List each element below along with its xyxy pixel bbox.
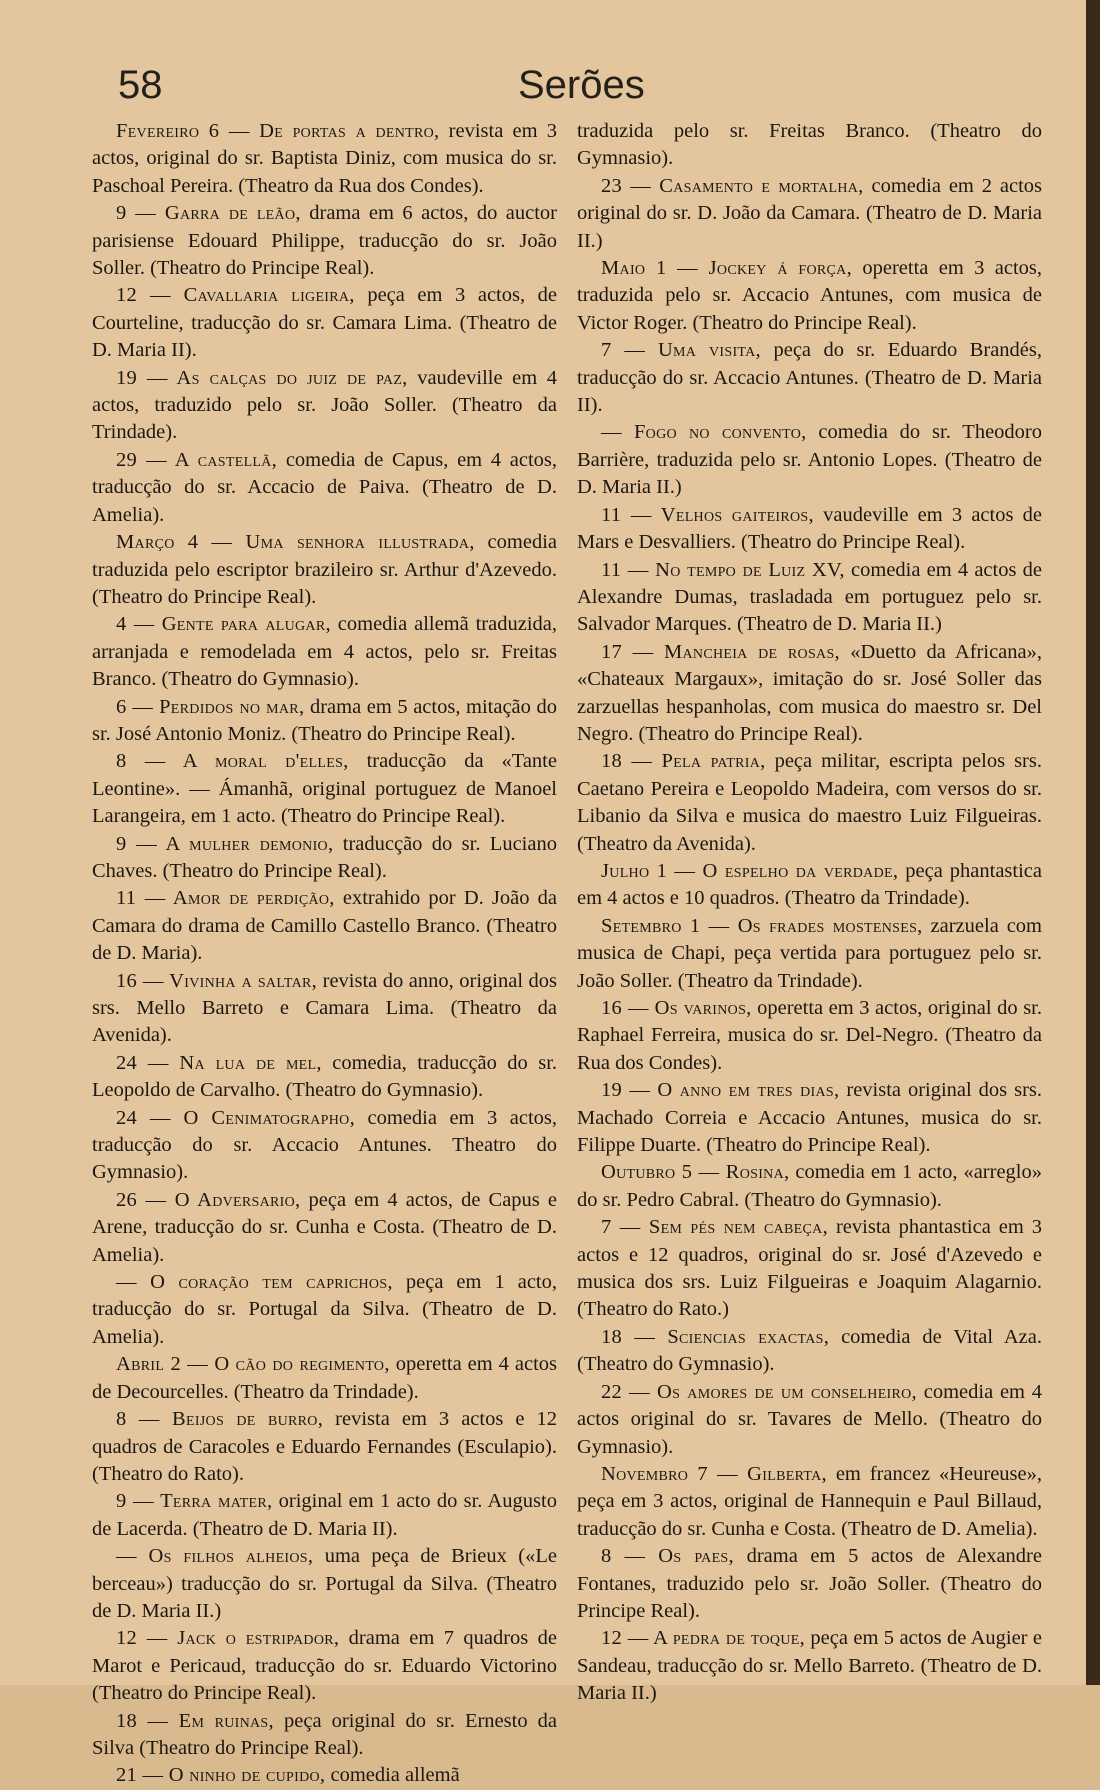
entry-text: comedia allemã traduzida, arranjada e remodelada em 4 actos, pelo sr. Freitas Branco. (Theatro do Gymnasio). (92, 613, 557, 691)
listing-entry (577, 502, 1042, 557)
entry-title: A mulher demonio, (165, 832, 334, 855)
entry-title: No tempo de Luiz XV, (655, 558, 845, 581)
listing-entry (577, 858, 1042, 913)
entry-title: Os amores de um conselheiro, (657, 1380, 917, 1403)
entry-text: peça do sr. Eduardo Brandés, traducção do sr. Accacio Antunes. (Theatro de D. Maria II). (577, 339, 1043, 417)
entry-lead: 18 — (601, 750, 662, 773)
entry-lead: Novembro 7 — (601, 1462, 748, 1485)
entry-text: comedia em 4 actos de Alexandre Dumas, trasladada em portuguez pelo sr. Salvador Marques. (Theatro de D. Maria II.) (577, 558, 1042, 636)
entry-lead: 12 — (116, 1627, 178, 1650)
entry-lead: 24 — (116, 1106, 184, 1129)
entry-lead: Setembro 1 — (601, 914, 738, 937)
entry-text: extrahido por D. João da Camara do drama de Camillo Castello Branco. (Theatro de D. Maria). (92, 887, 557, 965)
listing-entry (577, 748, 1042, 858)
entry-title: A pedra de toque, (653, 1627, 806, 1650)
entry-text: drama em 5 actos, mitação do sr. José Antonio Moniz. (Theatro do Principe Real). (92, 695, 557, 745)
listing-entry (92, 1187, 557, 1269)
entry-title: Na lua de mel, (179, 1051, 322, 1074)
entry-title: Vivinha a saltar, (169, 969, 318, 992)
listing-entry (92, 118, 557, 200)
entry-lead: 18 — (116, 1709, 179, 1732)
entry-lead: 21 — (116, 1764, 169, 1787)
page-header (118, 60, 1038, 120)
entry-title: O coração tem caprichos, (150, 1271, 393, 1294)
entry-title: Perdidos no mar, (159, 695, 305, 718)
listing-entry (577, 913, 1042, 995)
entry-lead: 22 — (601, 1380, 658, 1403)
entry-title: Os varinos, (654, 997, 752, 1019)
entry-title: Gente para alugar, (161, 613, 331, 636)
entry-title: O anno em tres dias, (657, 1079, 840, 1102)
listing-entry (92, 885, 557, 967)
entry-text: revista do anno, original dos srs. Mello Barreto e Camara Lima. (Theatro da Avenida). (92, 969, 557, 1047)
entry-lead: 9 — (116, 832, 166, 855)
entry-lead: 26 — (116, 1188, 175, 1211)
listing-entry (577, 173, 1042, 255)
entry-text: operetta em 4 actos de Decourcelles. (Theatro da Trindade). (92, 1353, 558, 1403)
listing-entry (577, 1077, 1042, 1159)
entry-text: drama em 6 actos, do auctor parisiense Edouard Philippe, traducção do sr. João Soller. (Theatro do Principe Real). (92, 202, 557, 280)
entry-lead: 11 — (601, 503, 661, 526)
entry-lead: 11 — (116, 887, 173, 910)
entry-text: peça em 1 acto, traducção do sr. Portugal da Silva. (Theatro de D. Amelia). (92, 1271, 557, 1348)
entry-title: O espelho da verdade, (702, 859, 899, 882)
listing-entry (92, 831, 557, 886)
entry-text: vaudeville em 4 actos, traduzido pelo sr. João Soller. (Theatro da Trindade). (92, 366, 557, 444)
listing-entry (92, 694, 557, 749)
entry-lead: Abril 2 — (116, 1353, 215, 1376)
entry-lead: 16 — (601, 997, 655, 1019)
entry-title: Os frades mostenses, (737, 914, 923, 937)
entry-text: operetta em 3 actos, original do sr. Raphael Ferreira, musica do sr. Del-Negro. (Theatro da Rua dos Condes). (577, 997, 1042, 1074)
entry-text: comedia, traducção do sr. Leopoldo de Carvalho. (Theatro do Gymnasio). (92, 1051, 558, 1102)
listing-entry (92, 529, 557, 611)
entry-title: Beijos de burro, (172, 1408, 324, 1431)
entry-lead: 17 — (601, 640, 664, 663)
entry-text: peça em 4 actos, de Capus e Arene, traducção do sr. Cunha e Costa. (Theatro de D. Amelia). (92, 1188, 557, 1266)
entry-title: Sem pés nem cabeça, (648, 1216, 829, 1239)
running-title: Serões (518, 63, 645, 107)
entry-title: Amor de perdição, (172, 887, 335, 910)
listing-entry (577, 995, 1042, 1077)
entry-title: Uma visita, (657, 339, 761, 362)
entry-lead: 9 — (116, 1490, 161, 1513)
entry-title: Em ruinas, (178, 1709, 274, 1732)
listing-entry (92, 365, 557, 447)
listing-entry (92, 968, 557, 1050)
entry-text: traduzida pelo sr. Freitas Branco. (Theatro do Gymnasio). (577, 120, 1042, 170)
left-column (92, 118, 557, 1790)
entry-text: em francez «Heureuse», peça em 3 actos, original de Hannequin e Paul Billaud, traducção do sr. Cunha e Costa. (Theatro de D. Amelia). (577, 1462, 1042, 1540)
entry-lead: 23 — (601, 174, 660, 197)
entry-text: peça em 5 actos de Augier e Sandeau, traducção do sr. Mello Barreto. (Theatro de D. Maria II.) (577, 1627, 1042, 1705)
entry-title: Jockey á força, (708, 257, 852, 280)
entry-title: Terra mater, (160, 1490, 273, 1513)
listing-entry (92, 611, 557, 693)
listing-entry (92, 1050, 557, 1105)
entry-lead: — (116, 1271, 151, 1294)
entry-text: revista em 3 actos e 12 quadros de Caracoles e Eduardo Fernandes (Esculapio). (Theatro do Rato). (92, 1408, 557, 1485)
entry-title: Fogo no convento, (633, 421, 807, 444)
entry-text: comedia em 1 acto, «arreglo» do sr. Pedro Cabral. (Theatro do Gymnasio). (577, 1161, 1042, 1211)
listing-entry (92, 447, 557, 529)
page-edge-shadow (1086, 0, 1100, 1685)
entry-text: peça original do sr. Ernesto da Silva (Theatro do Principe Real). (92, 1709, 557, 1759)
entry-text: traducção da «Tante Leontine». — Ámanhã, original portuguez de Manoel Larangeira, em 1 acto. (Theatro do Principe Real). (92, 750, 557, 828)
entry-title: Os paes, (658, 1545, 734, 1568)
listing-entry (577, 1159, 1042, 1214)
entry-text: comedia de Capus, em 4 actos, traducção do sr. Accacio de Paiva. (Theatro de D. Amelia). (92, 448, 558, 526)
entry-lead: 24 — (116, 1051, 180, 1074)
entry-lead: Julho 1 — (601, 859, 703, 882)
entry-lead: 29 — (116, 448, 175, 471)
entry-lead: Março 4 — (116, 531, 246, 554)
entry-text: drama em 7 quadros de Marot e Pericaud, traducção do sr. Eduardo Victorino (Theatro do Principe Real). (92, 1627, 557, 1705)
listing-entry (577, 1625, 1042, 1707)
entry-lead: 6 — (116, 695, 160, 718)
entry-text: drama em 5 actos de Alexandre Fontanes, traduzido pelo sr. João Soller. (Theatro do Principe Real). (577, 1545, 1042, 1622)
entry-lead: 18 — (601, 1325, 668, 1348)
entry-text: comedia traduzida pelo escriptor brazileiro sr. Arthur d'Azevedo. (Theatro do Principe Real). (92, 531, 557, 608)
entry-lead: Maio 1 — (601, 257, 709, 280)
entry-text: comedia em 3 actos, traducção do sr. Accacio Antunes. Theatro do Gymnasio). (92, 1106, 557, 1184)
entry-title: O Adversario, (174, 1188, 301, 1211)
entry-lead: 9 — (116, 202, 165, 225)
listing-entry (577, 1543, 1042, 1625)
entry-title: Garra de leão, (164, 202, 301, 225)
entry-text: zarzuela com musica de Chapi, peça vertida para portuguez pelo sr. João Soller. (Theatro da Trindade). (577, 914, 1042, 992)
listing-entry (92, 1543, 557, 1625)
listing-entry (577, 1379, 1042, 1461)
entry-text: original em 1 acto do sr. Augusto de Lacerda. (Theatro de D. Maria II). (92, 1490, 557, 1540)
entry-text: revista phantastica em 3 actos e 12 quadros, original do sr. José d'Azevedo e musica dos srs. Luiz Filgueiras e Joaquim Alagarnio. (Theatro do Rato.) (577, 1216, 1043, 1321)
entry-title: As calças do juiz de paz, (176, 366, 408, 389)
entry-text: vaudeville em 3 actos de Mars e Desvalliers. (Theatro do Principe Real). (577, 503, 1042, 554)
entry-lead: 8 — (601, 1545, 659, 1568)
entry-title: Rosina, (725, 1161, 790, 1184)
entry-title: Uma senhora illustrada, (245, 531, 475, 554)
entry-text: traducção do sr. Luciano Chaves. (Theatro do Principe Real). (92, 832, 557, 882)
entry-text: comedia em 4 actos original do sr. Tavares de Mello. (Theatro do Gymnasio). (577, 1380, 1043, 1458)
entry-title: De portas a dentro, (259, 120, 440, 142)
entry-text: revista original dos srs. Machado Correia e Accacio Antunes, musica do sr. Filippe Duarte. (Theatro do Principe Real). (577, 1079, 1042, 1157)
listing-entry (92, 200, 557, 282)
entry-title: A moral d'elles, (182, 750, 349, 773)
entry-lead: 8 — (116, 750, 183, 773)
listing-entry (92, 1762, 557, 1789)
listing-entry (577, 419, 1042, 501)
listing-entry (577, 1324, 1042, 1379)
entry-text: peça militar, escripta pelos srs. Caetano Pereira e Leopoldo Madeira, com versos do sr. Libanio da Silva e musica do maestro Luiz Filgueiras. (Theatro da Avenida). (577, 750, 1042, 855)
entry-text: «Duetto da Africana», «Chateaux Margaux», imitação do sr. José Soller das zarzuellas hespanholas, com musica do maestro sr. Del Negro. (Theatro do Principe Real). (577, 640, 1042, 745)
listing-entry (92, 1269, 557, 1351)
listing-entry (92, 748, 557, 830)
listing-entry (577, 1461, 1042, 1543)
entry-lead: 16 — (116, 969, 170, 992)
entry-lead: — (601, 421, 634, 444)
entry-lead: 12 — (601, 1627, 654, 1650)
entry-text: uma peça de Brieux («Le berceau») traducção do sr. Portugal da Silva. (Theatro de D. Maria II.) (92, 1545, 557, 1622)
listing-entry (577, 639, 1042, 749)
entry-lead: 19 — (601, 1079, 658, 1102)
entry-title: O Cenimatographo, (183, 1106, 356, 1129)
entry-title: Os filhos alheios, (148, 1545, 314, 1568)
listing-entry (577, 557, 1042, 639)
entry-title: O cão do regimento, (214, 1353, 390, 1376)
listing-entry (577, 337, 1042, 419)
listing-entry (92, 1406, 557, 1488)
entry-lead: 12 — (116, 284, 184, 307)
entry-text: comedia allemã (325, 1764, 460, 1787)
entry-lead: 11 — (601, 558, 656, 581)
entry-title: Mancheia de rosas, (663, 640, 840, 663)
entry-lead: Outubro 5 — (601, 1161, 726, 1184)
entry-text: comedia em 2 actos original do sr. D. João da Camara. (Theatro de D. Maria II.) (577, 174, 1043, 252)
entry-text: peça phantastica em 4 actos e 10 quadros. (Theatro da Trindade). (577, 859, 1042, 910)
listing-entry (577, 255, 1042, 337)
entry-text: peça em 3 actos, de Courteline, traducção do sr. Camara Lima. (Theatro de D. Maria II). (92, 284, 558, 362)
entry-title: O ninho de cupido, (168, 1764, 326, 1787)
entry-text: revista em 3 actos, original do sr. Baptista Diniz, com musica do sr. Paschoal Pereira. (Theatro da Rua dos Condes). (92, 120, 557, 197)
listing-entry (92, 1105, 557, 1187)
entry-title: Jack o estripador, (177, 1627, 340, 1650)
right-column (577, 118, 1042, 1708)
listing-entry (92, 1625, 557, 1707)
listing-entry (577, 118, 1042, 173)
entry-title: Cavallaria ligeira, (183, 284, 355, 307)
entry-lead: 19 — (116, 366, 177, 389)
entry-lead: 8 — (116, 1408, 173, 1431)
entry-title: Sciencias exactas, (667, 1325, 830, 1348)
entry-lead: Fevereiro 6 — (116, 120, 260, 142)
listing-entry (92, 1351, 557, 1406)
page-number: 58 (118, 63, 163, 107)
entry-title: Pela patria, (661, 750, 766, 773)
listing-entry (92, 282, 557, 364)
entry-text: comedia de Vital Aza. (Theatro do Gymnasio). (577, 1325, 1042, 1376)
entry-lead: 7 — (601, 1216, 649, 1239)
entry-lead: — (116, 1545, 149, 1568)
entry-title: A castellã, (174, 448, 278, 471)
entry-lead: 4 — (116, 613, 162, 636)
listing-entry (92, 1708, 557, 1763)
entry-title: Gilberta, (747, 1462, 827, 1485)
entry-title: Velhos gaiteiros, (660, 503, 814, 526)
listing-entry (577, 1214, 1042, 1324)
entry-lead: 7 — (601, 339, 658, 362)
listing-entry (92, 1488, 557, 1543)
entry-title: Casamento e mortalha, (659, 174, 864, 197)
entry-text: operetta em 3 actos, traduzida pelo sr. Accacio Antunes, com musica de Victor Roger. (Theatro do Principe Real). (577, 257, 1042, 334)
entry-text: comedia do sr. Theodoro Barrière, traduzida pelo sr. Antonio Lopes. (Theatro de D. Maria II.) (577, 421, 1042, 499)
